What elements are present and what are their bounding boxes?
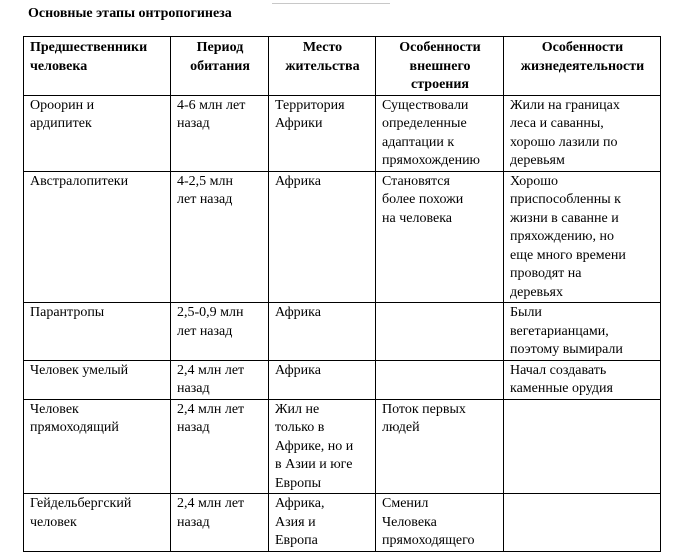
table-cell: Сменил Человека прямоходящего: [376, 494, 504, 552]
header-cell: Особенности жизнедеятельности: [504, 37, 661, 96]
table-cell: [376, 303, 504, 361]
table-cell: Жили на границах леса и саванны, хорошо лазили по деревьям: [504, 95, 661, 171]
table-cell: Африка: [269, 303, 376, 361]
header-row: [24, 37, 661, 96]
table-cell: Становятся более похожи на человека: [376, 171, 504, 303]
header-cell: Предшественники человека: [24, 37, 171, 96]
table-cell: Начал создавать каменные орудия: [504, 360, 661, 399]
table-cell: Африка: [269, 171, 376, 303]
table-cell: [504, 399, 661, 494]
table-row: [24, 360, 661, 399]
ontogenesis-table: [23, 36, 661, 552]
top-divider: [272, 0, 390, 4]
table-cell: Парантропы: [24, 303, 171, 361]
table-cell: Хорошо приспособленны к жизни в саванне и пряхождению, но еще много времени проводят на деревьях: [504, 171, 661, 303]
table-cell: Существовали определенные адаптации к прямохождению: [376, 95, 504, 171]
table-cell: Человек умелый: [24, 360, 171, 399]
header-cell: Место жительства: [269, 37, 376, 96]
table-cell: Были вегетарианцами, поэтому вымирали: [504, 303, 661, 361]
table-cell: 4-2,5 млн лет назад: [171, 171, 269, 303]
table-cell: 2,4 млн лет назад: [171, 494, 269, 552]
header-cell: Период обитания: [171, 37, 269, 96]
table-cell: Австралопитеки: [24, 171, 171, 303]
table-row: [24, 95, 661, 171]
table-cell: [376, 360, 504, 399]
table-row: [24, 399, 661, 494]
table-cell: 2,5-0,9 млн лет назад: [171, 303, 269, 361]
table-cell: Ороорин и ардипитек: [24, 95, 171, 171]
table-cell: Африка, Азия и Европа: [269, 494, 376, 552]
table-cell: [504, 494, 661, 552]
table-row: [24, 303, 661, 361]
table-cell: Гейдельбергский человек: [24, 494, 171, 552]
table-cell: Жил не только в Африке, но и в Азии и юге Европы: [269, 399, 376, 494]
table-cell: Человек прямоходящий: [24, 399, 171, 494]
header-cell: Особенности внешнего строения: [376, 37, 504, 96]
table-cell: Территория Африки: [269, 95, 376, 171]
table-cell: Африка: [269, 360, 376, 399]
table-cell: 2,4 млн лет назад: [171, 360, 269, 399]
document-title: Основные этапы онтропогинеза: [28, 6, 232, 21]
table-row: [24, 494, 661, 552]
table-row: [24, 171, 661, 303]
table-cell: 2,4 млн лет назад: [171, 399, 269, 494]
table-cell: Поток первых людей: [376, 399, 504, 494]
table-cell: 4-6 млн лет назад: [171, 95, 269, 171]
